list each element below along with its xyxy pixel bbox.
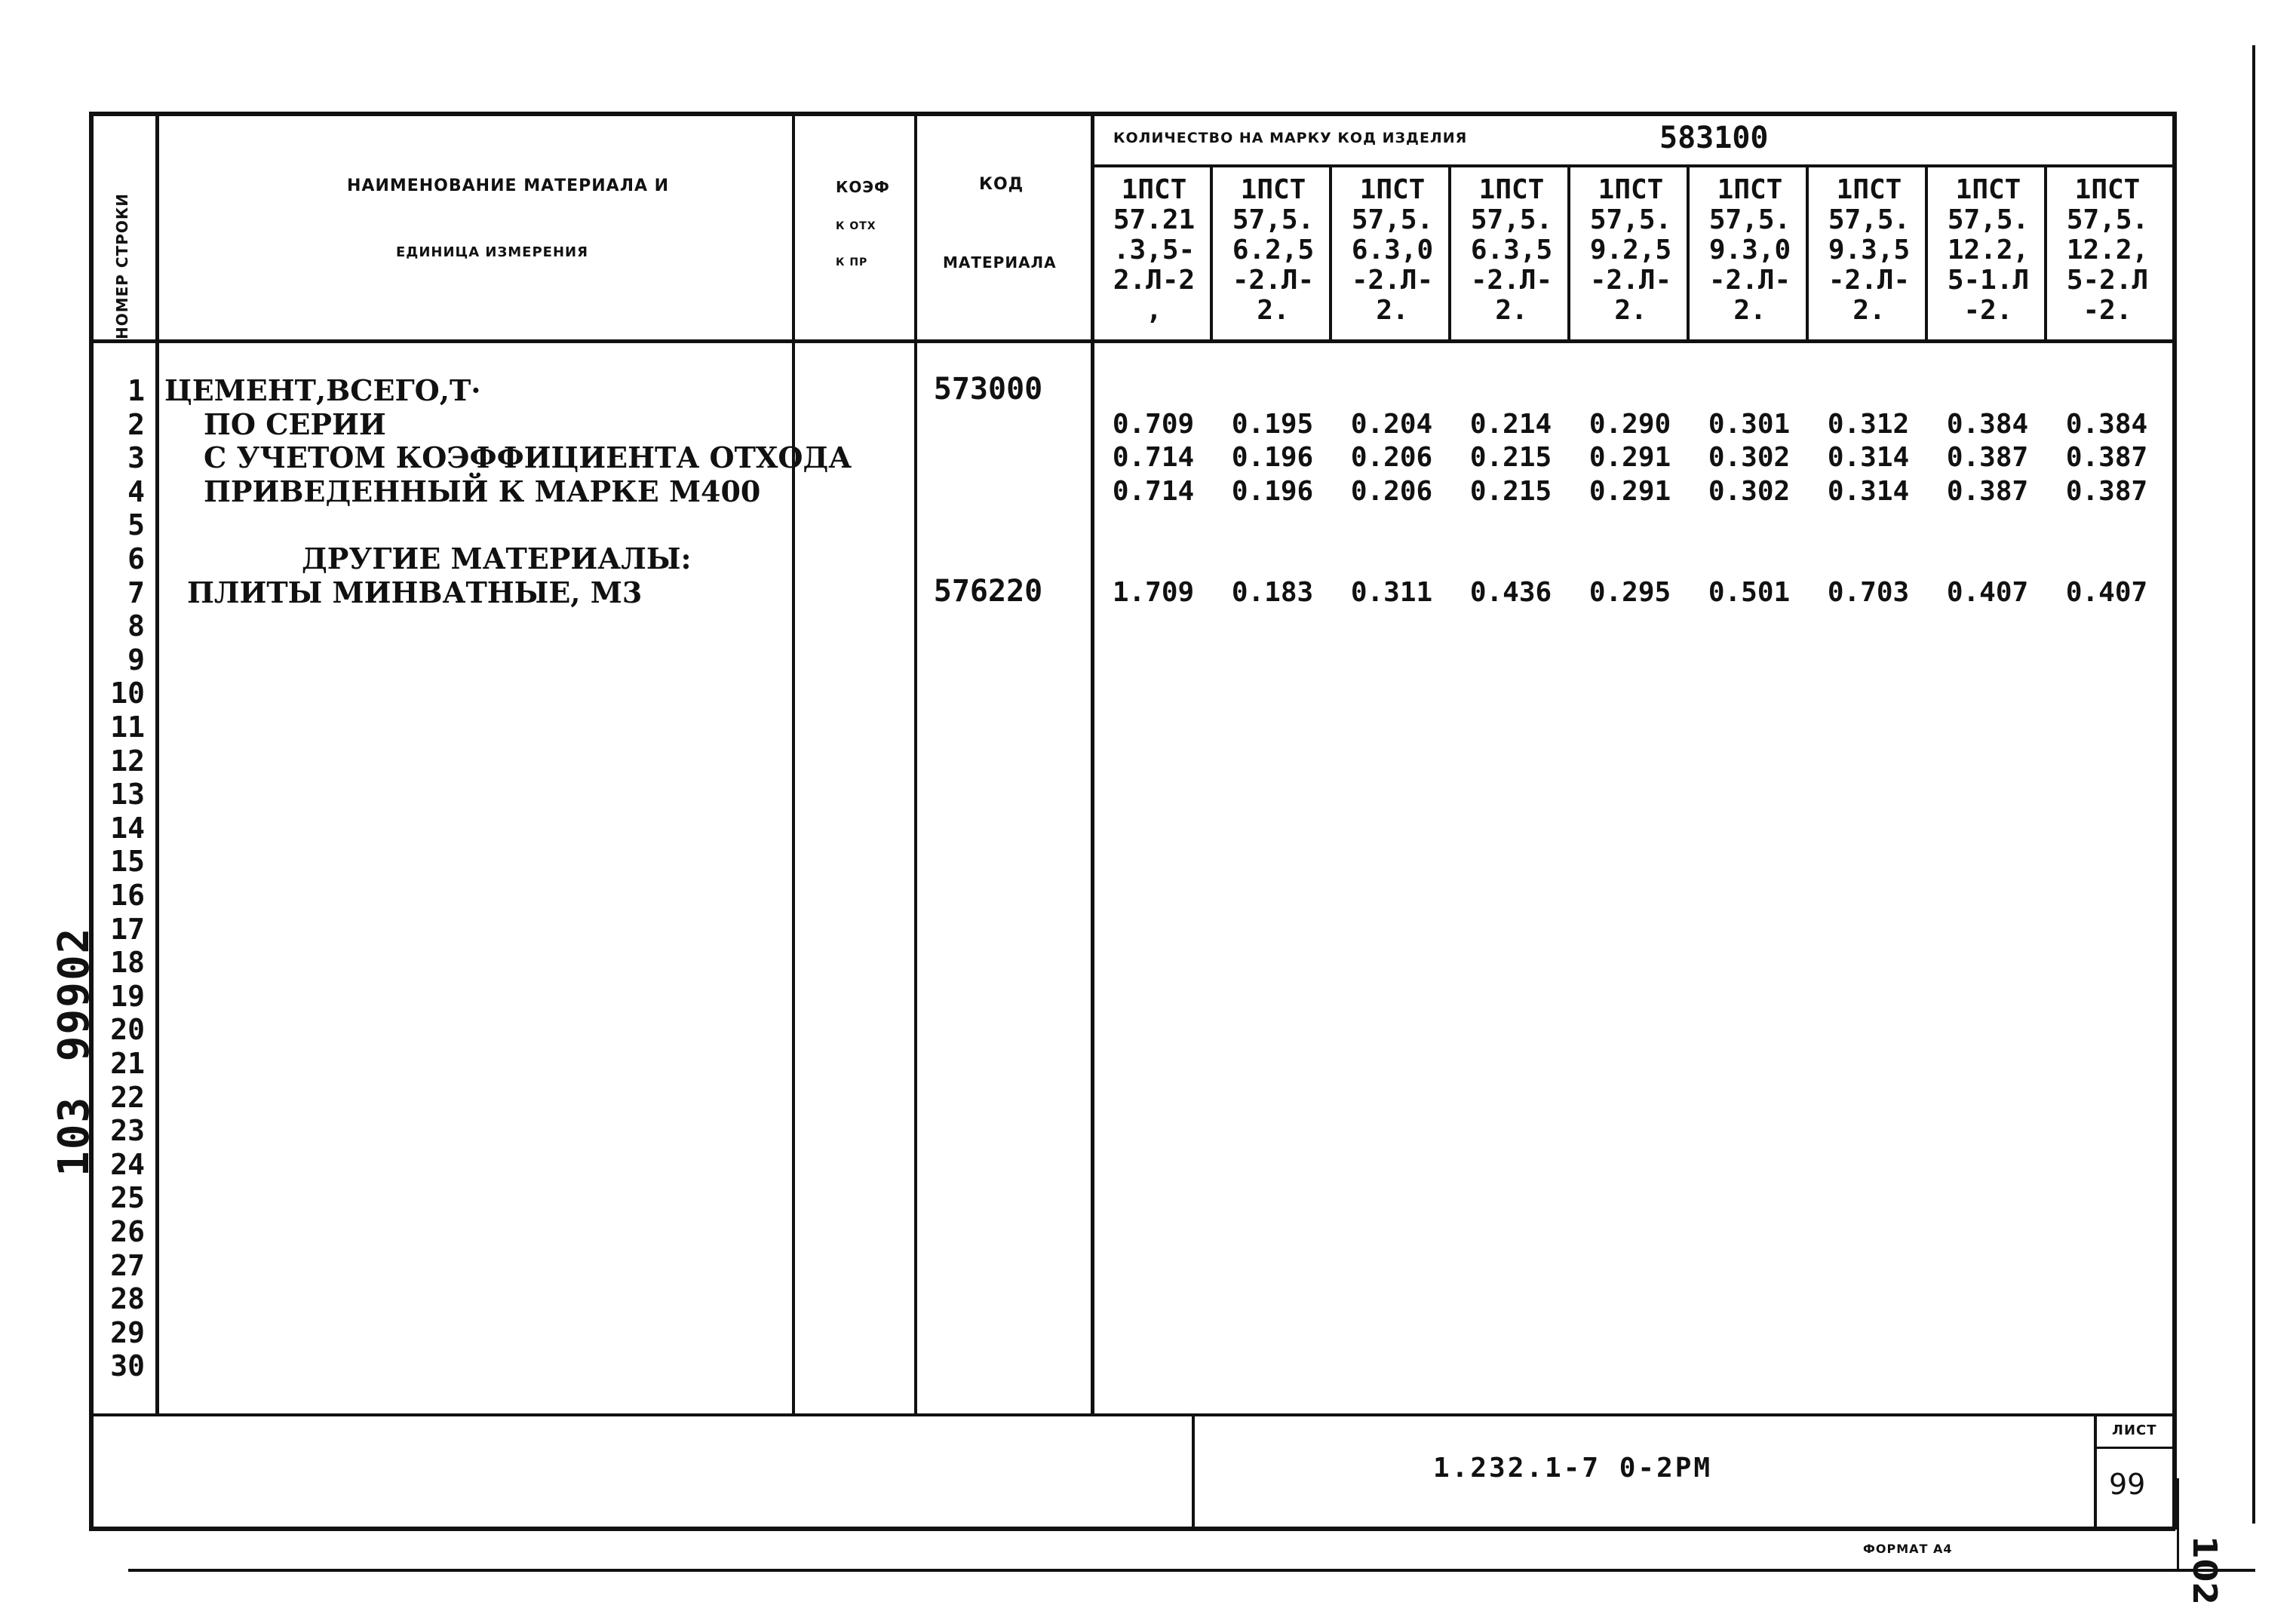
material-name-header-2: ЕДИНИЦА ИЗМЕРЕНИЯ <box>396 244 588 260</box>
quantity-value: 0.290 <box>1588 408 1671 440</box>
row-number: 28 <box>110 1282 145 1316</box>
quantity-value: 1.709 <box>1112 576 1195 608</box>
row-number: 3 <box>127 441 145 475</box>
quantity-value: 0.387 <box>2065 475 2148 507</box>
column-header-6: 1ПСТ 57,5. 9.3,0 -2.Л- 2. <box>1708 175 1791 326</box>
col-line-coef <box>914 112 917 1416</box>
product-code: 583100 <box>1659 121 1769 155</box>
row-number: 22 <box>110 1080 145 1114</box>
material-name: С УЧЕТОМ КОЭФФИЦИЕНТА ОТХОДА <box>204 440 852 475</box>
row-number: 10 <box>110 677 145 710</box>
row-number: 11 <box>110 710 145 744</box>
quantity-value: 0.714 <box>1112 475 1195 507</box>
column-header-4: 1ПСТ 57,5. 6.3,5 -2.Л- 2. <box>1470 175 1553 326</box>
row-number: 17 <box>110 912 145 946</box>
material-name-header-1: НАИМЕНОВАНИЕ МАТЕРИАЛА И <box>347 176 670 195</box>
sheet-number: 99 <box>2109 1468 2146 1501</box>
code-header-1: КОД <box>979 175 1024 194</box>
quantity-value: 0.312 <box>1827 408 1910 440</box>
column-header-2: 1ПСТ 57,5. 6.2,5 -2.Л- 2. <box>1232 175 1315 326</box>
quantity-value: 0.709 <box>1112 408 1195 440</box>
column-header-5: 1ПСТ 57,5. 9.2,5 -2.Л- 2. <box>1589 175 1672 326</box>
quantity-value: 0.407 <box>1946 576 2029 608</box>
row-number: 27 <box>110 1248 145 1282</box>
col-line-rownum <box>155 112 159 1416</box>
material-name: ПРИВЕДЕННЫЙ К МАРКЕ М400 <box>204 474 761 508</box>
quantity-value: 0.204 <box>1350 408 1433 440</box>
quantity-label-line <box>1092 164 2175 167</box>
column-header-3: 1ПСТ 57,5. 6.3,0 -2.Л- 2. <box>1351 175 1434 326</box>
body-bottom-line <box>89 1413 2175 1416</box>
quantity-value: 0.436 <box>1469 576 1552 608</box>
row-number: 15 <box>110 845 145 879</box>
quantity-value: 0.384 <box>2065 408 2148 440</box>
row-number: 6 <box>127 542 145 575</box>
quantity-value: 0.195 <box>1231 408 1314 440</box>
quantity-value: 0.703 <box>1827 576 1910 608</box>
quantity-value: 0.291 <box>1588 442 1671 474</box>
quantity-value: 0.501 <box>1708 576 1791 608</box>
row-number: 4 <box>127 474 145 508</box>
row-number: 2 <box>127 407 145 441</box>
material-name: ЦЕМЕНТ,ВСЕГО,Т· <box>164 373 481 407</box>
row-number: 24 <box>110 1147 145 1181</box>
quantity-value: 0.714 <box>1112 442 1195 474</box>
coef-header-3: К ПР <box>836 256 868 269</box>
side-page-number: 102 <box>2185 1536 2224 1605</box>
sheet-box-left <box>2094 1413 2097 1528</box>
row-number: 13 <box>110 778 145 812</box>
row-number: 29 <box>110 1315 145 1349</box>
row-number: 5 <box>127 508 145 542</box>
row-number: 23 <box>110 1114 145 1148</box>
column-header-9: 1ПСТ 57,5. 12.2, 5-2.Л -2. <box>2066 175 2149 326</box>
quantity-value: 0.311 <box>1350 576 1433 608</box>
quantity-value: 0.302 <box>1708 442 1791 474</box>
row-number-header: НОМЕР СТРОКИ <box>113 193 131 339</box>
column-header-7: 1ПСТ 57,5. 9.3,5 -2.Л- 2. <box>1828 175 1911 326</box>
row-number: 1 <box>127 374 145 407</box>
row-number: 14 <box>110 811 145 845</box>
quantity-value: 0.183 <box>1231 576 1314 608</box>
col-line-name <box>792 112 795 1416</box>
quantity-value: 0.301 <box>1708 408 1791 440</box>
quantity-value: 0.196 <box>1231 475 1314 507</box>
row-number: 8 <box>127 609 145 643</box>
quantity-value: 0.387 <box>2065 442 2148 474</box>
quantity-value: 0.295 <box>1588 576 1671 608</box>
sheet-label: ЛИСТ <box>2112 1422 2157 1438</box>
coef-header-2: К ОТХ <box>836 220 876 232</box>
row-number: 21 <box>110 1047 145 1080</box>
row-number: 26 <box>110 1215 145 1248</box>
quantity-value: 0.196 <box>1231 442 1314 474</box>
column-header-1: 1ПСТ 57.21 .3,5- 2.Л-2 , <box>1113 175 1196 326</box>
row-number: 18 <box>110 946 145 980</box>
frame-left <box>89 112 94 1530</box>
frame-top <box>89 112 2175 116</box>
format-label: ФОРМАТ А4 <box>1863 1542 1953 1556</box>
quantity-value: 0.387 <box>1946 442 2029 474</box>
quantity-value: 0.215 <box>1469 475 1552 507</box>
row-number: 16 <box>110 879 145 912</box>
col-line-code <box>1091 112 1094 1416</box>
quantity-value: 0.214 <box>1469 408 1552 440</box>
page-bottom-line <box>128 1569 2255 1572</box>
quantity-header: КОЛИЧЕСТВО НА МАРКУ КОД ИЗДЕЛИЯ <box>1113 130 1468 146</box>
column-header-8: 1ПСТ 57,5. 12.2, 5-1.Л -2. <box>1947 175 2030 326</box>
quantity-value: 0.291 <box>1588 475 1671 507</box>
row-number: 20 <box>110 1013 145 1047</box>
frame-right <box>2172 112 2177 1530</box>
quantity-value: 0.314 <box>1827 442 1910 474</box>
document-code: 1.232.1-7 0-2РМ <box>1433 1453 1713 1484</box>
quantity-value: 0.215 <box>1469 442 1552 474</box>
row-number: 12 <box>110 744 145 778</box>
title-block-divider <box>1192 1413 1195 1528</box>
left-stamp: 103 99902 <box>50 926 99 1177</box>
row-number: 7 <box>127 575 145 609</box>
page-right-edge <box>2252 45 2255 1524</box>
material-name: ПЛИТЫ МИНВАТНЫЕ, М3 <box>187 575 643 609</box>
row-number: 19 <box>110 979 145 1013</box>
material-code: 576220 <box>933 573 1043 609</box>
material-code: 573000 <box>933 372 1043 407</box>
quantity-value: 0.387 <box>1946 475 2029 507</box>
row-number: 30 <box>110 1349 145 1383</box>
coef-header-1: КОЭФ <box>836 178 890 196</box>
side-number-box-left <box>2177 1478 2179 1572</box>
quantity-value: 0.407 <box>2065 576 2148 608</box>
quantity-value: 0.206 <box>1350 475 1433 507</box>
material-name: ПО СЕРИИ <box>204 407 386 441</box>
quantity-value: 0.314 <box>1827 475 1910 507</box>
row-number: 25 <box>110 1181 145 1215</box>
material-name: ДРУГИЕ МАТЕРИАЛЫ: <box>302 542 692 575</box>
sheet-box-mid <box>2094 1447 2175 1449</box>
row-number: 9 <box>127 643 145 677</box>
quantity-value: 0.206 <box>1350 442 1433 474</box>
frame-bottom <box>89 1527 2175 1531</box>
code-header-2: МАТЕРИАЛА <box>943 253 1057 272</box>
quantity-value: 0.302 <box>1708 475 1791 507</box>
quantity-value: 0.384 <box>1946 408 2029 440</box>
